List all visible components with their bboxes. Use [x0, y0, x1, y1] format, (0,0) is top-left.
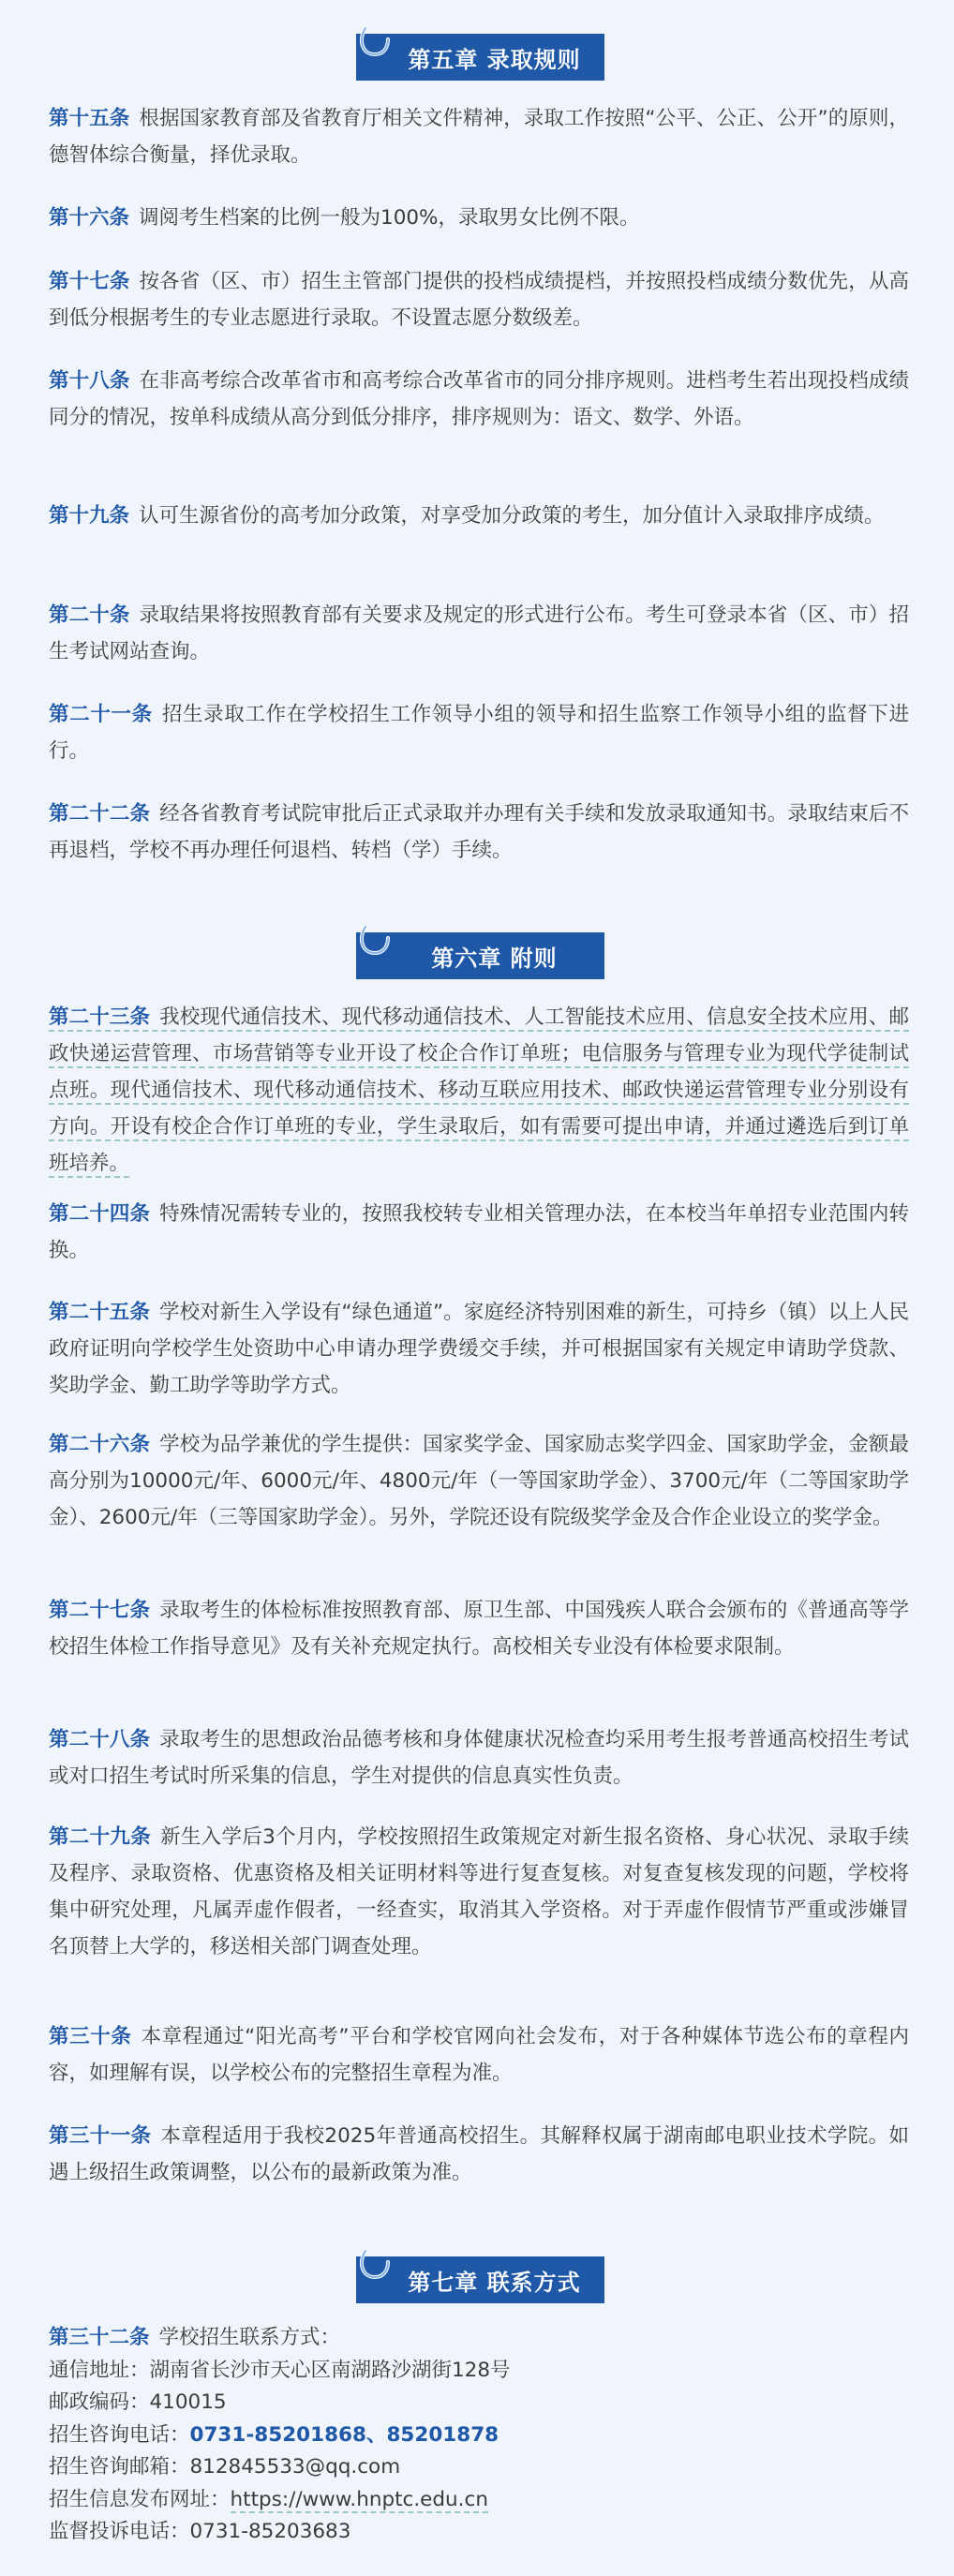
article-number: 第三十一条: [49, 2124, 152, 2148]
article-text: 学校为品学兼优的学生提供：国家奖学金、国家励志奖学四金、国家助学金，金额最高分别为10000元/年、6000元/年、4800元/年（一等国家助学金）、3700元/年（二等国家助学金）、2600元/年（三等国家助学金）。另外，学院还设有院级奖学金及合作企业设立的奖学金。: [49, 1433, 909, 1529]
chapter-5-title: 第五章 录取规则: [408, 46, 581, 73]
article-number: 第十九条: [49, 504, 130, 528]
chapter-7-title: 第七章 联系方式: [408, 2269, 581, 2296]
contact-email[interactable]: 招生咨询邮箱：812845533@qq.com: [49, 2455, 401, 2479]
chapter-6-title: 第六章 附则: [431, 945, 558, 972]
article-number: 第二十四条: [49, 1202, 151, 1226]
article-number: 第二十五条: [49, 1301, 151, 1324]
article-16: [49, 200, 909, 236]
article-number: 第二十三条: [49, 1005, 151, 1029]
contact-postcode: 邮政编码：410015: [49, 2390, 227, 2414]
article-text: 在非高考综合改革省市和高考综合改革省市的同分排序规则。进档考生若出现投档成绩同分的情况，按单科成绩从高分到低分排序，排序规则为：语文、数学、外语。: [49, 369, 909, 429]
article-25: [49, 1294, 909, 1404]
chapter-7-header: [0, 2249, 954, 2305]
article-text: 调阅考生档案的比例一般为100%，录取男女比例不限。: [139, 206, 640, 230]
article-text: 新生入学后3个月内，学校按照招生政策规定对新生报名资格、身心状况、录取手续及程序、录取资格、优惠资格及相关证明材料等进行复查复核。对复查复核发现的问题，学校将集中研究处理，凡属弄虚作假者，一经查实，取消其入学资格。对于弄虚作假情节严重或涉嫌冒名顶替上大学的，移送相关部门调查处理。: [49, 1825, 909, 1958]
hook-icon: [354, 921, 397, 964]
article-30: [49, 2018, 909, 2092]
article-15: [49, 100, 909, 173]
contact-address: 通信地址：湖南省长沙市天心区南湖路沙湖街128号: [49, 2358, 511, 2382]
article-number: 第十六条: [49, 206, 130, 230]
article-20: [49, 597, 909, 670]
article-31: [49, 2118, 909, 2191]
article-number: 第二十七条: [49, 1599, 151, 1622]
contact-phone-value[interactable]: 0731-85201868、85201878: [189, 2422, 499, 2447]
article-21: [49, 696, 909, 769]
article-text: 录取考生的体检标准按照教育部、原卫生部、中国残疾人联合会颁布的《普通高等学校招生体检工作指导意见》及有关补充规定执行。高校相关专业没有体检要求限制。: [49, 1599, 909, 1659]
article-text: 根据国家教育部及省教育厅相关文件精神，录取工作按照“公平、公正、公开”的原则，德智体综合衡量，择优录取。: [49, 107, 909, 167]
article-26: [49, 1426, 909, 1536]
article-number: 第二十六条: [49, 1433, 151, 1456]
contact-phone: [49, 2420, 909, 2452]
article-17: [49, 263, 909, 336]
article-text: 学校招生联系方式：: [158, 2326, 341, 2349]
contact-phone-label: 招生咨询电话：: [49, 2422, 190, 2447]
article-29: [49, 1819, 909, 1965]
hook-icon: [354, 22, 397, 66]
article-32: [49, 2322, 909, 2355]
hook-icon: [354, 2245, 397, 2288]
article-23-underlined: [49, 1005, 909, 1178]
article-text: 我校现代通信技术、现代移动通信技术、人工智能技术应用、信息安全技术应用、邮政快递运营管理、市场营销等专业开设了校企合作订单班；电信服务与管理专业为现代学徒制试点班。现代通信技术、现代移动通信技术、移动互联应用技术、邮政快递运营管理专业分别设有方向。开设有校企合作订单班的专业，学生录取后，如有需要可提出申请，并通过遴选后到订单班培养。: [49, 1005, 909, 1175]
article-text: 招生录取工作在学校招生工作领导小组的领导和招生监察工作领导小组的监督下进行。: [49, 703, 909, 763]
article-27: [49, 1592, 909, 1665]
article-number: 第二十条: [49, 603, 130, 627]
article-text: 本章程适用于我校2025年普通高校招生。其解释权属于湖南邮电职业技术学院。如遇上级招生政策调整，以公布的最新政策为准。: [49, 2124, 909, 2184]
article-19: [49, 498, 909, 534]
article-number: 第二十二条: [49, 802, 151, 826]
contact-section: [49, 2322, 909, 2549]
article-text: 录取结果将按照教育部有关要求及规定的形式进行公布。考生可登录本省（区、市）招生考试网站查询。: [49, 603, 909, 663]
article-text: 按各省（区、市）招生主管部门提供的投档成绩提档，并按照投档成绩分数优先，从高到低分根据考生的专业志愿进行录取。不设置志愿分数级差。: [49, 270, 909, 330]
article-24: [49, 1196, 909, 1269]
article-23: [49, 999, 909, 1182]
article-number: 第十五条: [49, 107, 130, 130]
article-28: [49, 1721, 909, 1794]
article-text: 特殊情况需转专业的，按照我校转专业相关管理办法，在本校当年单招专业范围内转换。: [49, 1202, 909, 1262]
article-number: 第三十二条: [49, 2326, 150, 2349]
article-text: 学校对新生入学设有“绿色通道”。家庭经济特别困难的新生，可持乡（镇）以上人民政府证明向学校学生处资助中心申请办理学费缓交手续，并可根据国家有关规定申请助学贷款、奖助学金、勤工助学等助学方式。: [49, 1301, 909, 1397]
chapter-6-header: [0, 925, 954, 981]
article-text: 经各省教育考试院审批后正式录取并办理有关手续和发放录取通知书。录取结束后不再退档，学校不再办理任何退档、转档（学）手续。: [49, 802, 909, 862]
article-number: 第十八条: [49, 369, 130, 393]
contact-website-label: 招生信息发布网址：: [49, 2487, 231, 2511]
article-text: 本章程通过“阳光高考”平台和学校官网向社会发布，对于各种媒体节选公布的章程内容，如理解有误，以学校公布的完整招生章程为准。: [49, 2025, 909, 2085]
article-22: [49, 796, 909, 869]
article-18: [49, 363, 909, 436]
article-text: 认可生源省份的高考加分政策，对享受加分政策的考生，加分值计入录取排序成绩。: [139, 504, 885, 528]
article-number: 第十七条: [49, 270, 130, 293]
article-number: 第二十九条: [49, 1825, 152, 1849]
article-number: 第二十一条: [49, 703, 153, 726]
article-number: 第三十条: [49, 2025, 132, 2048]
contact-complaint-phone[interactable]: 监督投诉电话：0731-85203683: [49, 2520, 351, 2543]
article-text: 录取考生的思想政治品德考核和身体健康状况检查均采用考生报考普通高校招生考试或对口招生考试时所采集的信息，学生对提供的信息真实性负责。: [49, 1728, 909, 1788]
contact-website-link[interactable]: https://www.hnptc.edu.cn: [230, 2487, 488, 2511]
article-number: 第二十八条: [49, 1728, 151, 1751]
contact-website: [49, 2484, 909, 2517]
chapter-5-header: [0, 26, 954, 82]
